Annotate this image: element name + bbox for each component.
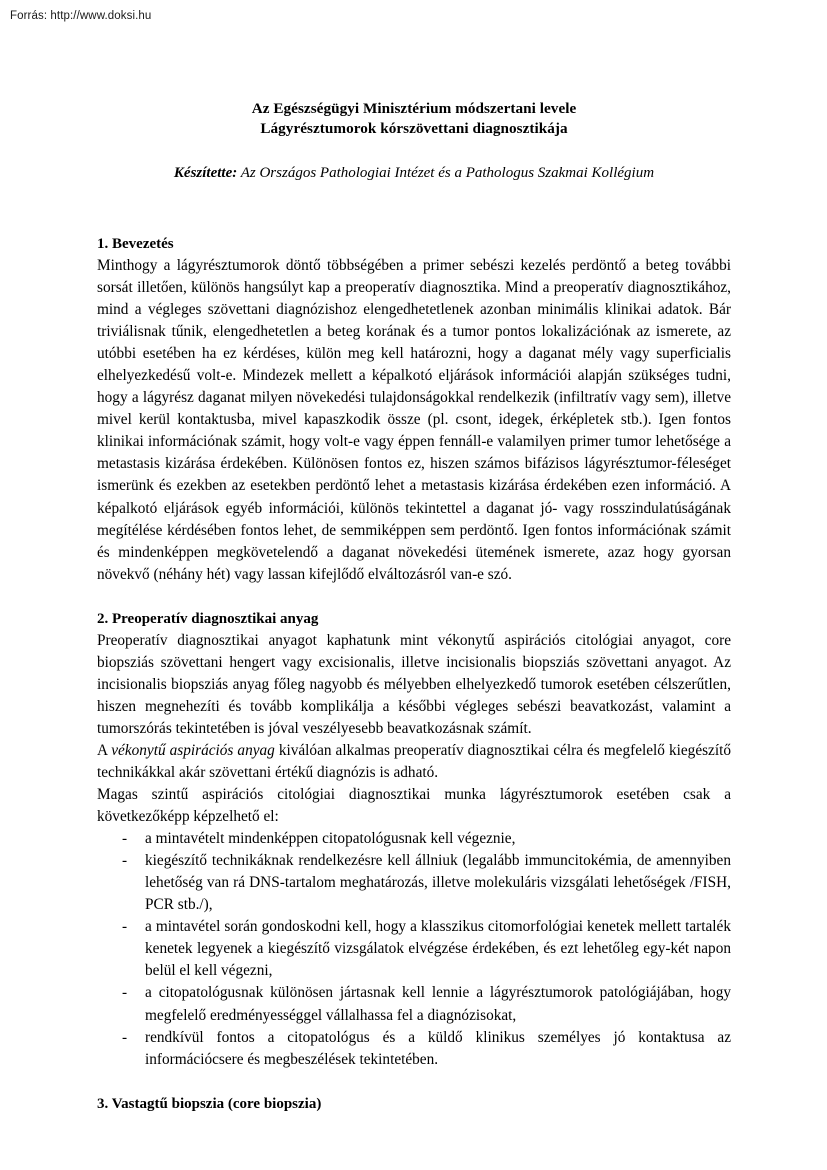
document-byline — [97, 163, 731, 183]
list-item — [97, 828, 731, 850]
preop-paragraph-1: Preoperatív diagnosztikai anyagot kaphatunk mint vékonytű aspirációs citológiai anyagot, core biopsziás szövettani hengert vagy excisionalis, illetve incisionalis biopsziás szövettani anyagot. Az incisionalis biopsziás anyag főleg nagyobb és mélyebben elhelyezkedő tumorok esetében célszerűtlen, hiszen megnehezíti és tovább komplikálja a későbbi végleges sebészi beavatkozást, valamint a tumorszórás tekintetében is jóval veszélyesebb beavatkozásnak számít. — [97, 631, 731, 737]
preop-paragraph-3: Magas szintű aspirációs citológiai diagnosztikai munka lágyrésztumorok esetében csak a következőképp képzelhető el: — [97, 786, 731, 826]
preop-paragraph-2 — [97, 740, 731, 784]
list-item-text: rendkívül fontos a citopatológus és a küldő klinikus személyes jó kontaktusa az információcsere és megbeszélések tekintetében. — [145, 1028, 731, 1068]
byline-label: Készítette: — [173, 165, 238, 181]
source-url-header: Forrás: http://www.doksi.hu — [10, 10, 152, 22]
document-title-line-1: Az Egészségügyi Minisztérium módszertani levele — [251, 100, 577, 117]
section-heading-preoperative-material: 2. Preoperatív diagnosztikai anyag — [97, 610, 319, 627]
list-item-text: a citopatológusnak különösen jártasnak kell lennie a lágyrésztumorok patológiájában, hogy megfelelő eredményességgel vállalhassa fel a diagnózisokat, — [145, 984, 731, 1024]
list-item — [97, 916, 731, 982]
list-item — [97, 850, 731, 916]
dash-bullet-icon: - — [122, 1028, 128, 1046]
dash-bullet-icon: - — [122, 830, 128, 848]
dash-bullet-icon: - — [122, 852, 128, 870]
list-item-text: a mintavételt mindenképpen citopatológusnak kell végeznie, — [145, 830, 516, 848]
spacer-before-core-biopsy — [97, 1071, 731, 1093]
preop-paragraph-2-emphasis: vékonytű aspirációs anyag — [111, 741, 275, 759]
preop-paragraph-2-suffix: kiválóan alkalmas preoperatív diagnosztikai célra és megfelelő kiegészítő technikákkal akár szövettani értékű diagnózis is adható. — [97, 741, 731, 781]
byline-authors: Az Országos Pathologiai Intézet és a Pathologus Szakmai Kollégium — [237, 165, 655, 181]
document-title-line-2: Lágyrésztumorok kórszövettani diagnosztikája — [260, 120, 568, 137]
section-intro-paragraph: Minthogy a lágyrésztumorok döntő többségében a primer sebészi kezelés perdöntő a beteg további sorsát illetően, különös hangsúlyt kap a preoperatív diagnosztika. Mind a preoperatív diagnosztikához, mind a végleges szövettani diagnózishoz elengedhetetlenek azonban minimális klinikai adatok. Bár triviálisnak tűnik, elengedhetetlen a beteg korának és a tumor pontos lokalizációnak az ismerete, az utóbbi esetében ha ez kérdéses, külön meg kell határozni, hogy a daganat mély vagy superficialis elhelyezkedésű volt-e. Mindezek mellett a képalkotó eljárások információi alapján szükséges tudni, hogy a lágyrész daganat milyen növekedési tulajdonságokkal rendelkezik (infiltratív vagy sem), illetve mivel kerül kontaktusba, mivel kapaszkodik össze (pl. csont, idegek, érképletek stb.). Igen fontos klinikai információnak számit, hogy volt-e vagy éppen fennáll-e valamilyen primer tumor lehetősége a metastasis kizárása érdekében. Különösen fontos ez, hiszen számos bifázisos lágyrésztumor-féleséget ismerünk és ezekben az esetekben perdöntő lehet a metastasis kizárása érdekében ezen információ. A képalkotó eljárások egyéb információi, különös tekintettel a daganat jó- vagy rosszindulatúságának megítélése kérdésében fontos lehet, de semmiképpen sem perdöntő. Igen fontos információnak számit és mindenképpen megkövetelendő a daganat növekedési ütemének ismerete, azaz hogy gyorsan növekvő (néhány hét) vagy lassan kifejlődő elváltozásról van-e szó. — [97, 257, 731, 583]
section-heading-intro: 1. Bevezetés — [97, 236, 174, 252]
spacer-before-intro — [97, 183, 731, 233]
preop-paragraph-2-prefix: A — [97, 741, 112, 759]
dash-bullet-icon: - — [122, 984, 128, 1002]
list-item-text: a mintavétel során gondoskodni kell, hogy a klasszikus citomorfológiai kenetek mellett tartalék kenetek legyenek a kiegészítő vizsgálatok elvégzése érdekében, és ezt lehetőleg egy-két napon belül el kell végezni, — [145, 918, 731, 980]
preop-requirements-list — [97, 828, 731, 1071]
document-title-block — [97, 99, 731, 139]
list-item — [97, 1027, 731, 1071]
section-heading-core-biopsy: 3. Vastagtű biopszia (core biopszia) — [97, 1095, 322, 1112]
document-content — [97, 0, 731, 1115]
list-item — [97, 982, 731, 1026]
spacer-before-preop — [97, 586, 731, 608]
dash-bullet-icon: - — [122, 918, 128, 936]
list-item-text: kiegészítő technikáknak rendelkezésre kell állniuk (legalább immuncitokémia, de amennyiben lehetőség van rá DNS-tartalom meghatározás, illetve molekuláris vizsgálati lehetőségek /FISH, PCR stb./), — [145, 852, 731, 914]
